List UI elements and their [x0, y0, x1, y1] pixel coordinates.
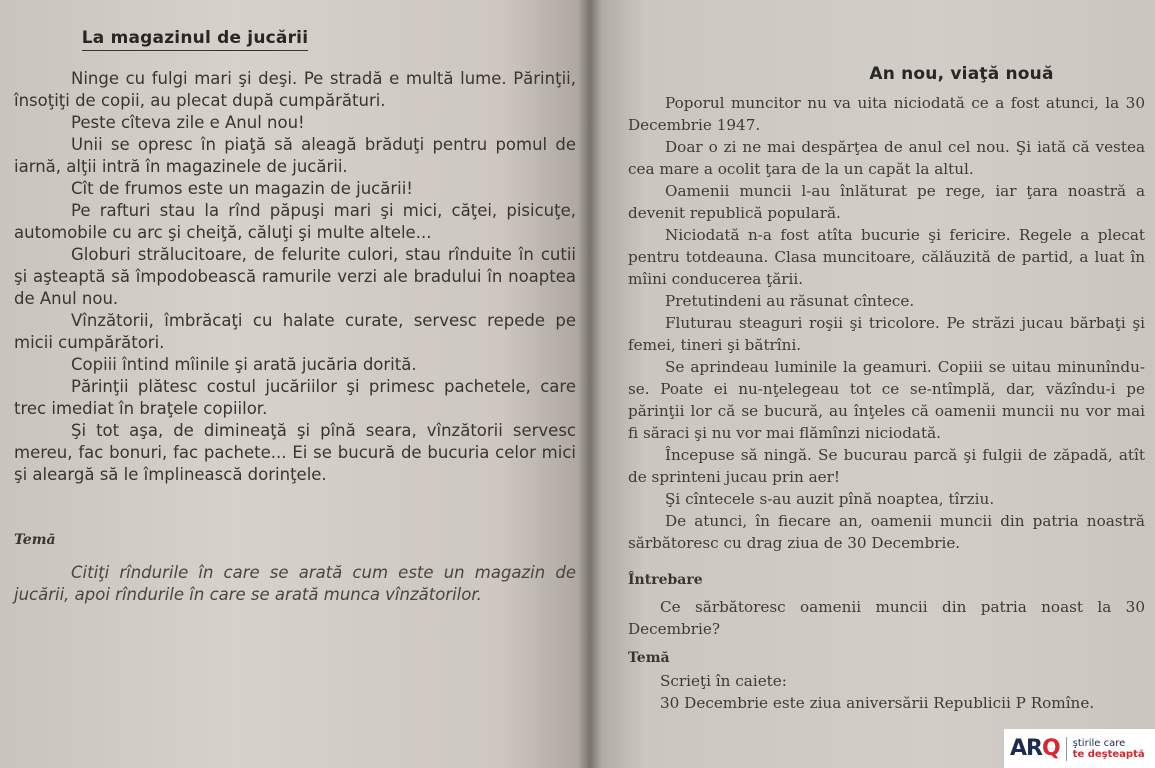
- right-page-title: An nou, viaţă nouă: [869, 64, 1054, 84]
- right-paragraph: Doar o zi ne mai despărţea de anul cel nou. Şi iată că vestea cea mare a ocolit ţara de la un capăt la altul.: [628, 138, 1145, 178]
- right-page: [588, 0, 1155, 768]
- logo-mark: ARQ: [1010, 736, 1060, 761]
- left-paragraph: Copiii întind mîinile şi arată jucăria dorită.: [71, 355, 417, 374]
- left-paragraph: Ninge cu fulgi mari şi deşi. Pe stradă e multă lume. Părinţii, însoţiţi de copii, au plecat după cumpărături.: [14, 69, 576, 110]
- right-paragraph: De atunci, în fiecare an, oamenii muncii din patria noastră sărbătoresc cu drag ziua de 30 Decembrie.: [628, 512, 1145, 552]
- right-paragraph: Începuse să ningă. Se bucurau parcă şi fulgii de zăpadă, atît de sprinteni jucau prin aer!: [628, 446, 1145, 486]
- right-paragraph: Oamenii muncii l-au înlăturat pe rege, iar ţara noastră a devenit republică populară.: [628, 182, 1145, 222]
- left-paragraph: Pe rafturi stau la rînd păpuşi mari şi mici, căţei, pisicuţe, automobile cu arc şi cheiţă, căluţi şi multe altele...: [14, 201, 576, 242]
- left-paragraph: Unii se opresc în piaţă să aleagă brăduţi pentru pomul de iarnă, alţii intră în magazinele de jucării.: [14, 135, 576, 176]
- question-heading: Întrebare: [628, 572, 703, 588]
- right-paragraph: Niciodată n-a fost atîta bucurie şi fericire. Regele a plecat pentru totdeauna. Clasa muncitoare, călăuzită de partid, a luat în mîini conducerea ţării.: [628, 226, 1145, 288]
- left-tema-text: Citiţi rîndurile în care se arată cum este un magazin de jucării, apoi rîndurile în care se arată munca vînzătorilor.: [14, 563, 576, 604]
- logo-divider: [1066, 737, 1067, 761]
- right-paragraph: Fluturau steaguri roşii şi tricolore. Pe străzi jucau bărbaţi şi femei, tineri şi bătrîni.: [628, 314, 1145, 354]
- left-paragraph: Vînzătorii, îmbrăcaţi cu halate curate, servesc repede pe micii cumpărători.: [14, 311, 576, 352]
- logo-tagline: [1073, 738, 1145, 760]
- right-paragraph: Pretutindeni au răsunat cîntece.: [665, 292, 915, 310]
- logo-tagline-line2: te deşteaptă: [1072, 748, 1145, 760]
- question-text: Ce sărbătoresc oamenii muncii din patria noast la 30 Decembrie?: [628, 598, 1145, 638]
- right-paragraph: Şi cîntecele s-au auzit pînă noaptea, tîrziu.: [665, 490, 995, 508]
- right-tema-line: 30 Decembrie este ziua aniversării Republicii P Romîne.: [660, 694, 1095, 712]
- right-paragraph: Poporul muncitor nu va uita niciodată ce a fost atunci, la 30 Decembrie 1947.: [628, 94, 1145, 134]
- right-paragraph: Se aprindeau luminile la geamuri. Copiii se uitau minunîndu-se. Poate ei nu-nţelegeau tot ce se-ntîmplă, dar, văzîndu-i pe părinţii lor că se bucură, au înţeles că oamenii muncii nu vor mai fi săraci şi nu vor mai flămînzi niciodată.: [628, 358, 1145, 442]
- arq-logo: [1004, 729, 1155, 768]
- right-tema-heading: Temă: [628, 650, 670, 666]
- left-paragraph: Globuri strălucitoare, de felurite culori, stau rînduite în cutii şi aşteaptă să împodobească ramurile verzi ale bradului în noaptea de Anul nou.: [14, 245, 576, 308]
- left-tema-heading: Temă: [14, 532, 56, 548]
- left-paragraph: Părinţii plătesc costul jucăriilor şi primesc pachetele, care trec imediat în braţele copiilor.: [14, 377, 576, 418]
- logo-tagline-line1: ştirile care: [1072, 737, 1126, 749]
- left-page-title: La magazinul de jucării: [14, 28, 576, 48]
- right-tema-line: Scrieţi în caiete:: [660, 672, 787, 690]
- left-paragraph: Peste cîteva zile e Anul nou!: [71, 113, 305, 132]
- left-paragraph: Şi tot aşa, de dimineaţă şi pînă seara, vînzătorii servesc mereu, fac bonuri, fac pachete... Ei se bucură de bucuria celor mici şi aleargă să le împlinească dorinţele.: [14, 421, 576, 484]
- book-spine: [578, 0, 602, 768]
- left-paragraph: Cît de frumos este un magazin de jucării!: [71, 179, 413, 198]
